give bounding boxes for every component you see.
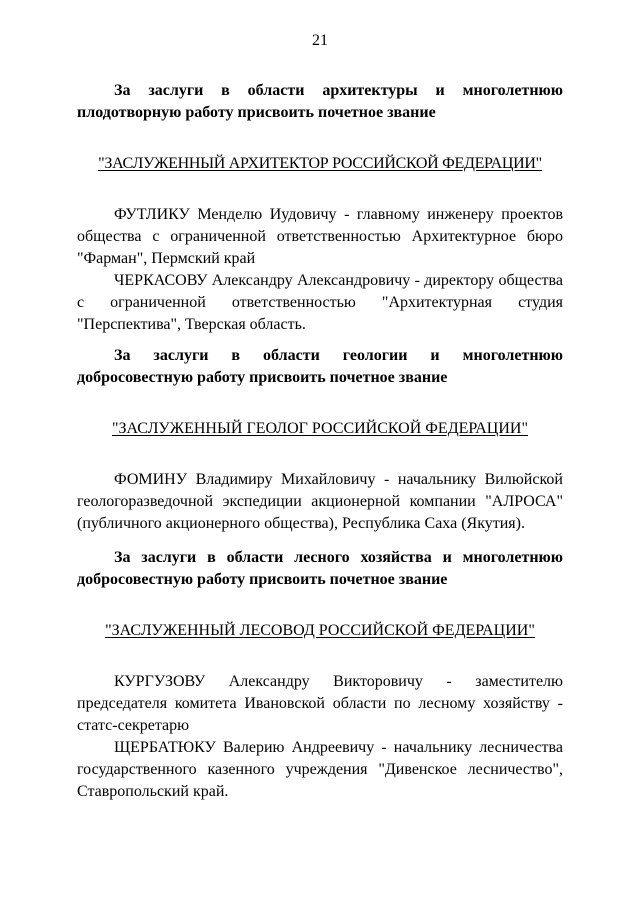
award-title-wrap: [77, 418, 563, 440]
recipient-list: [77, 671, 563, 803]
section-geology: [77, 345, 563, 535]
recipient-list: [77, 204, 563, 336]
recipient-entry: ЩЕРБАТЮКУ Валерию Андреевичу - начальнику лесничества государственного казенного учреждения "Дивенское лесничество", Ставропольский край.: [77, 739, 563, 800]
section-lead: За заслуги в области архитектуры и многолетнюю плодотворную работу присвоить почетное звание: [77, 82, 563, 121]
section-forestry: [77, 547, 563, 803]
award-title: "ЗАСЛУЖЕННЫЙ АРХИТЕКТОР РОССИЙСКОЙ ФЕДЕРАЦИИ": [98, 155, 542, 172]
recipient-entry: ЧЕРКАСОВУ Александру Александровичу - директору общества с ограниченной ответственностью "Архитектурная студия "Перспектива", Тверская область.: [77, 272, 563, 333]
recipient-entry: ФОМИНУ Владимиру Михайловичу - начальнику Вилюйской геологоразведочной экспедиции акционерной компании "АЛРОСА" (публичного акционерного общества), Республика Саха (Якутия).: [77, 471, 563, 532]
section-lead: За заслуги в области лесного хозяйства и многолетнюю добросовестную работу присвоить почетное звание: [77, 549, 563, 588]
award-title-wrap: [77, 153, 563, 175]
page-number: 21: [312, 32, 328, 49]
section-architecture: [77, 80, 563, 336]
recipient-entry: ФУТЛИКУ Менделю Иудовичу - главному инженеру проектов общества с ограниченной ответственностью Архитектурное бюро "Фарман", Пермский край: [77, 206, 563, 267]
recipient-entry: КУРГУЗОВУ Александру Викторовичу - заместителю председателя комитета Ивановской области по лесному хозяйству - статс-секретарю: [77, 673, 563, 734]
recipient-list: [77, 469, 563, 535]
award-title: "ЗАСЛУЖЕННЫЙ ГЕОЛОГ РОССИЙСКОЙ ФЕДЕРАЦИИ": [112, 420, 528, 437]
section-lead: За заслуги в области геологии и многолетнюю добросовестную работу присвоить почетное звание: [77, 347, 563, 386]
award-title-wrap: [77, 620, 563, 642]
award-title: "ЗАСЛУЖЕННЫЙ ЛЕСОВОД РОССИЙСКОЙ ФЕДЕРАЦИИ": [105, 622, 535, 639]
